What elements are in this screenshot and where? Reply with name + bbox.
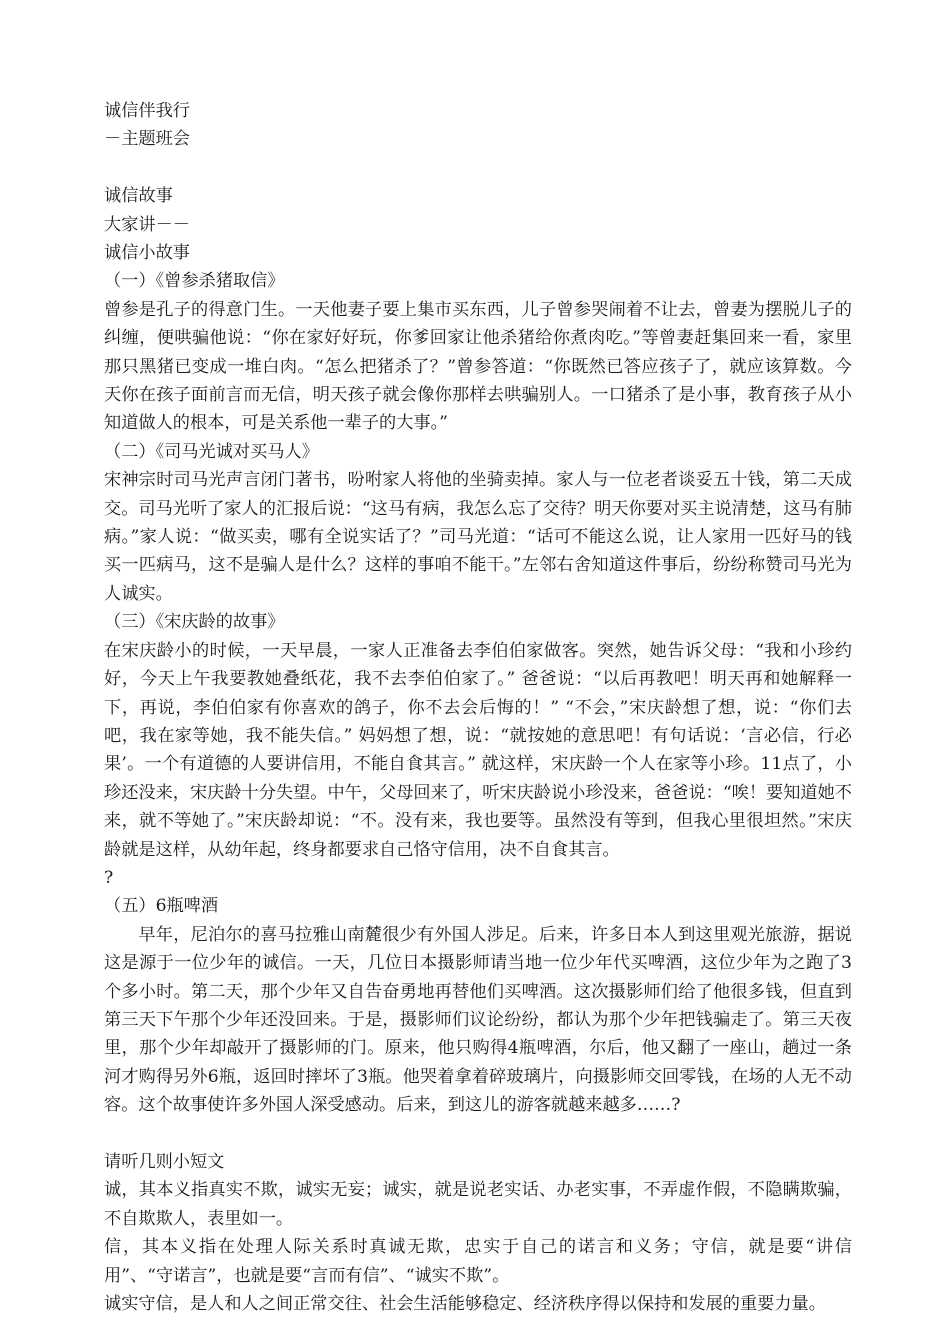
document-subtitle: －主题班会 xyxy=(104,129,190,150)
short-texts-heading: 请听几则小短文 xyxy=(104,1152,225,1172)
document-title: 诚信伴我行 xyxy=(104,101,190,121)
story-title-2: （二）《司马光诚对买马人》 xyxy=(104,441,319,462)
story-body-1: 曾参是孔子的得意门生。一天他妻子要上集市买东西，儿子曾参哭闹着不让去，曾妻为摆脱儿子的纠缠，便哄骗他说：“你在家好好玩，你爹回家让他杀猪给你煮肉吃。”等曾妻赶集回来一看，家里那只黑猪已变成一堆白肉。“怎么把猪杀了？”曾参答道：“你既然已答应孩子了，就应该算数。今天你在孩子面前言而无信，明天孩子就会像你那样去哄骗别人。一口猪杀了是小事，教育孩子从小知道做人的根本，可是关系他一辈子的大事。” xyxy=(104,299,852,434)
section-heading-stories: 诚信故事 xyxy=(104,186,173,207)
stray-question-mark: ? xyxy=(104,867,114,888)
short-text-honesty: 诚，其本义指真实不欺，诚实无妄；诚实，就是说老实话、办老实事，不弄虚作假，不隐瞒欺骗，不自欺欺人，表里如一。 xyxy=(104,1180,852,1229)
story-title-1: （一）《曾参杀猪取信》 xyxy=(104,271,285,292)
story-body-3: 在宋庆龄小的时候，一天早晨，一家人正准备去李伯伯家做客。突然，她告诉父母：“我和小珍约好，今天上午我要教她叠纸花，我不去李伯伯家了。” 爸爸说：“以后再教吧！明天再和她解释一下，再说，李伯伯家有你喜欢的鸽子，你不去会后悔的！” “不会，”宋庆龄想了想，说：“你们去吧，我在家等她，我不能失信。” 妈妈想了想，说：“就按她的意思吧！有句话说：‘言必信，行必果’。一个有道德的人要讲信用，不能自食其言。” 就这样，宋庆龄一个人在家等小珍。11点了，小珍还没来，宋庆龄十分失望。中午，父母回来了，听宋庆龄说小珍没来，爸爸说：“唉！要知道她不来，就不等她了。”宋庆龄却说：“不。没有来，我也要等。虽然没有等到，但我心里很坦然。”宋庆龄就是这样，从幼年起，终身都要求自己恪守信用，决不自食其言。 xyxy=(104,640,852,860)
blank-line xyxy=(104,1120,852,1148)
document-page xyxy=(104,97,852,1318)
blank-line xyxy=(104,154,852,182)
short-text-integrity: 诚实守信，是人和人之间正常交往、社会生活能够稳定、经济秩序得以保持和发展的重要力量。 xyxy=(104,1294,826,1315)
story-body-5: 早年，尼泊尔的喜马拉雅山南麓很少有外国人涉足。后来，许多日本人到这里观光旅游，据说这是源于一位少年的诚信。一天，几位日本摄影师请当地一位少年代买啤酒，这位少年为之跑了3个多小时。第二天，那个少年又自告奋勇地再替他们买啤酒。这次摄影师们给了他很多钱，但直到第三天下午那个少年还没回来。于是，摄影师们议论纷纷，都认为那个少年把钱骗走了。第三天夜里，那个少年却敲开了摄影师的门。原来，他只购得4瓶啤酒，尔后，他又翻了一座山，趟过一条河才购得另外6瓶，返回时摔坏了3瓶。他哭着拿着碎玻璃片，向摄影师交回零钱，在场的人无不动容。这个故事使许多外国人深受感动。后来，到这儿的游客就越来越多……? xyxy=(104,924,852,1116)
short-text-trust: 信，其本义指在处理人际关系时真诚无欺，忠实于自己的诺言和义务；守信，就是要“讲信用”、“守诺言”，也就是要“言而有信”、“诚实不欺”。 xyxy=(104,1237,852,1286)
section-heading-share: 大家讲－－ xyxy=(104,214,190,235)
story-title-3: （三）《宋庆龄的故事》 xyxy=(104,612,285,633)
story-title-5: （五）6瓶啤酒 xyxy=(104,896,219,917)
story-body-2: 宋神宗时司马光声言闭门著书，吩咐家人将他的坐骑卖掉。家人与一位老者谈妥五十钱，第二天成交。司马光听了家人的汇报后说：“这马有病，我怎么忘了交待？明天你要对买主说清楚，这马有肺病。”家人说：“做买卖，哪有全说实话了？”司马光道：“话可不能这么说，让人家用一匹好马的钱买一匹病马，这不是骗人是什么？这样的事咱不能干。”左邻右舍知道这件事后，纷纷称赞司马光为人诚实。 xyxy=(104,470,852,604)
section-heading-short-stories: 诚信小故事 xyxy=(104,243,190,264)
